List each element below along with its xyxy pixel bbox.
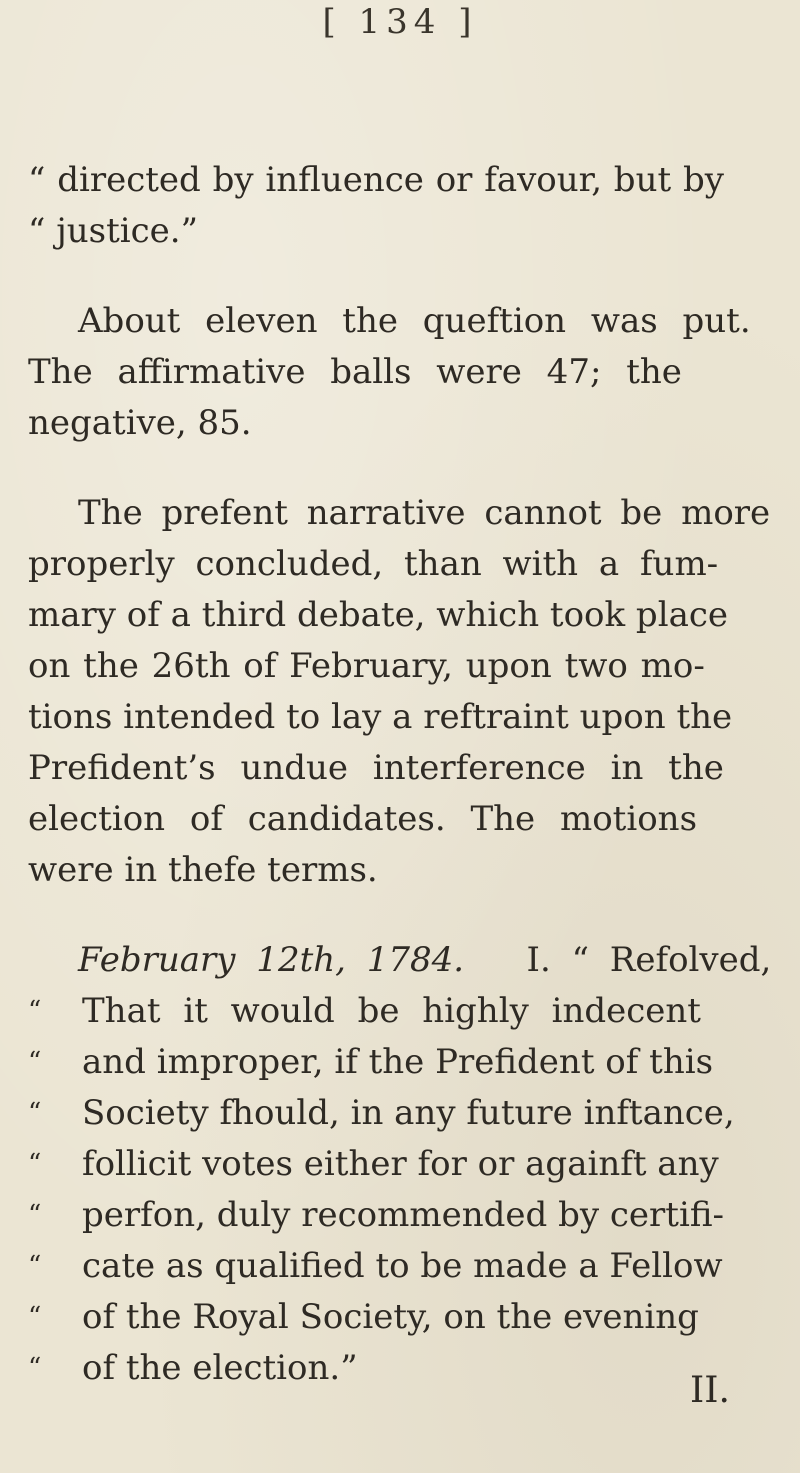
quoted-text: Society fhould, in any future inftance, <box>82 1093 735 1133</box>
text-line: election of candidates. The motions <box>28 799 698 839</box>
quote-mark: “ <box>28 1200 42 1230</box>
quoted-text: cate as qualified to be made a Fellow <box>82 1246 723 1286</box>
quoted-line <box>28 1246 723 1286</box>
quoted-text: That it would be highly indecent <box>82 991 701 1031</box>
quote-mark: “ <box>28 1098 42 1128</box>
text-line: negative, 85. <box>28 403 252 443</box>
page-number: [ 134 ] <box>322 2 478 42</box>
text-line: on the 26th of February, upon two mo- <box>28 646 705 686</box>
catchword: II. <box>690 1370 730 1411</box>
quoted-text: and improper, if the Prefident of this <box>82 1042 714 1082</box>
text-line <box>78 940 771 980</box>
quoted-text: of the Royal Society, on the evening <box>82 1297 699 1337</box>
quote-mark: “ <box>28 1251 42 1281</box>
quote-mark: “ <box>28 1353 42 1383</box>
quoted-text: of the election.” <box>82 1348 358 1388</box>
date-lead: February 12th, 1784. <box>78 940 465 980</box>
text-line: About eleven the queftion was put. <box>78 301 751 341</box>
quote-mark: “ <box>28 1302 42 1332</box>
quoted-line <box>28 1297 699 1337</box>
quoted-line <box>28 1093 735 1133</box>
text-line: Prefident’s undue interference in the <box>28 748 724 788</box>
text-line: mary of a third debate, which took place <box>28 595 729 635</box>
quote-mark: “ <box>28 1149 42 1179</box>
text-line: tions intended to lay a reftraint upon the <box>28 697 733 737</box>
resolution-heading: I. “ Refolved, <box>526 940 772 980</box>
text-line: “ directed by influence or favour, but by <box>28 160 724 200</box>
quoted-text: follicit votes either for or againft any <box>82 1144 719 1184</box>
quoted-line <box>28 1348 358 1388</box>
text-line: The prefent narrative cannot be more <box>78 493 771 533</box>
quote-mark: “ <box>28 996 42 1026</box>
quote-mark: “ <box>28 1047 42 1077</box>
text-line: were in thefe terms. <box>28 850 378 890</box>
text-line: “ justice.” <box>28 211 198 251</box>
text-line: The affirmative balls were 47; the <box>28 352 682 392</box>
quoted-line <box>28 1042 713 1082</box>
text-line: properly concluded, than with a fum- <box>28 544 719 584</box>
quoted-text: perfon, duly recommended by certifi- <box>82 1195 724 1235</box>
quoted-line <box>28 1195 724 1235</box>
quoted-line <box>28 991 701 1031</box>
quoted-line <box>28 1144 719 1184</box>
